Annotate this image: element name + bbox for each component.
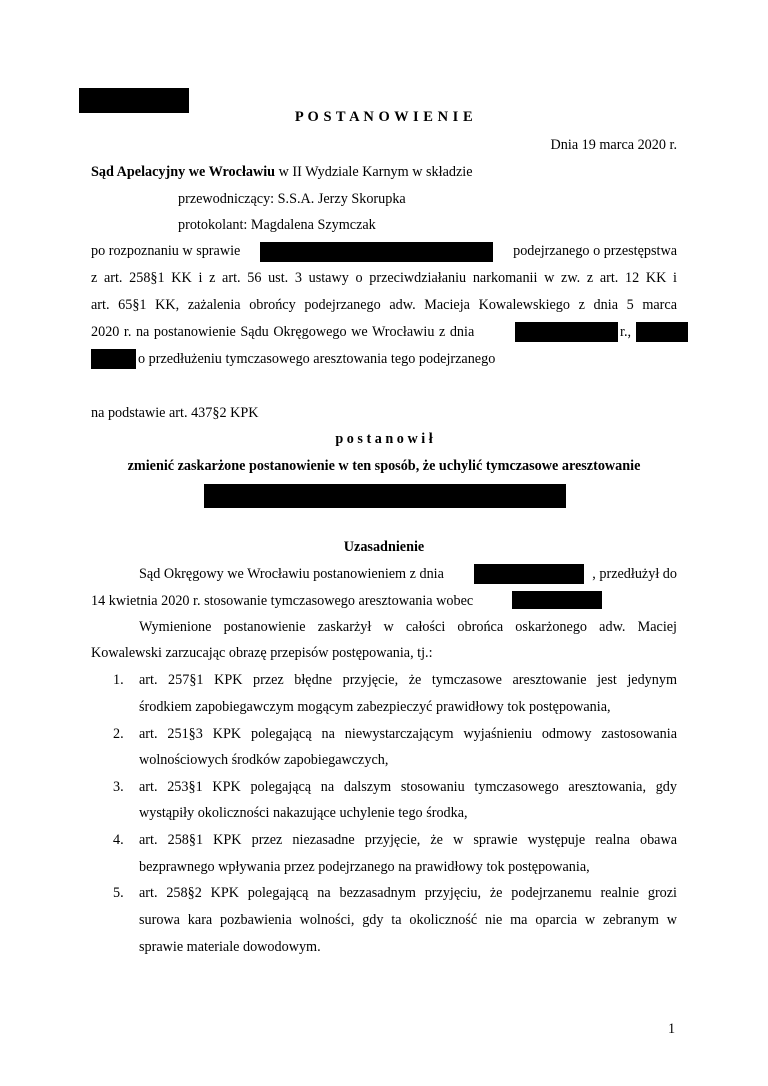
justification-p2a-line	[139, 619, 677, 636]
list-item-line-2: wystąpiły okoliczności nakazujące uchylenie tego środka,	[139, 805, 468, 821]
case-line-2-text: z art. 258§1 KK i z art. 56 ust. 3 ustawy o przeciwdziałaniu narkomanii w zw. z art. 12 KK i	[91, 270, 677, 286]
ruling-text: zmienić zaskarżone postanowienie w ten sposób, że uchylić tymczasowe aresztowanie	[127, 458, 641, 474]
redaction-block	[204, 484, 566, 508]
list-item-line-1	[139, 726, 677, 743]
list-item-line-2	[139, 912, 677, 929]
case-line-4a: 2020 r. na postanowienie Sądu Okręgowego we Wrocławiu z dnia	[91, 324, 475, 340]
case-line-4b: r.,	[620, 324, 632, 340]
list-item-line-1	[139, 779, 677, 796]
list-item-text: art. 253§1 KPK polegającą na dalszym stosowaniu tymczasowego aresztowania, gdy	[139, 779, 677, 795]
page-number: 1	[668, 1021, 676, 1037]
list-item-text: art. 258§2 KPK polegającą na bezzasadnym przyjęciu, że podejrzanemu realnie grozi	[139, 885, 677, 901]
list-item-text: surowa kara pozbawienia wolności, gdy ta okoliczność nie ma oparcia w zebranym w	[139, 912, 677, 928]
list-item-line-2: środkiem zapobiegawczym mogącym zabezpieczyć prawidłowy tok postępowania,	[139, 699, 611, 715]
justification-p1c: 14 kwietnia 2020 r. stosowanie tymczasowego aresztowania wobec	[91, 593, 474, 609]
case-line-3-text: art. 65§1 KK, zażalenia obrońcy podejrzanego adw. Macieja Kowalewskiego z dnia 5 marca	[91, 297, 677, 313]
justification-heading: Uzasadnienie	[343, 539, 425, 555]
list-item-number: 4.	[113, 832, 124, 848]
list-item-line-1	[139, 832, 677, 849]
case-line-5: o przedłużeniu tymczasowego aresztowania tego podejrzanego	[138, 351, 496, 367]
case-line-2	[91, 270, 677, 287]
redaction-block	[636, 322, 688, 342]
document-date: Dnia 19 marca 2020 r.	[550, 137, 677, 153]
justification-p2b: Kowalewski zarzucając obrazę przepisów postępowania, tj.:	[91, 645, 433, 661]
court-name: Sąd Apelacyjny we Wrocławiu	[91, 164, 276, 180]
list-item-number: 3.	[113, 779, 124, 795]
case-line-1a: po rozpoznaniu w sprawie	[91, 243, 241, 259]
redaction-block	[91, 349, 136, 369]
court-clerk: protokolant: Magdalena Szymczak	[178, 217, 376, 233]
list-item-number: 2.	[113, 726, 124, 742]
list-item-line-3: sprawie materiale dowodowym.	[139, 939, 321, 955]
list-item-text: art. 257§1 KPK przez błędne przyjęcie, że tymczasowe aresztowanie jest jedynym	[139, 672, 677, 688]
legal-basis: na podstawie art. 437§2 KPK	[91, 405, 259, 421]
justification-p2a: Wymienione postanowienie zaskarżył w całości obrońca oskarżonego adw. Maciej	[139, 619, 677, 635]
redaction-block	[474, 564, 584, 584]
justification-p1b: , przedłużył do	[592, 566, 677, 582]
list-item-text: art. 258§1 KPK przez niezasadne przyjęcie, że w sprawie występuje realna obawa	[139, 832, 677, 848]
document-title: P O S T A N O W I E N I E	[294, 109, 474, 125]
presiding-judge: przewodniczący: S.S.A. Jerzy Skorupka	[178, 191, 406, 207]
justification-p1a: Sąd Okręgowy we Wrocławiu postanowieniem z dnia	[139, 566, 444, 582]
list-item-number: 1.	[113, 672, 124, 688]
list-item-number: 5.	[113, 885, 124, 901]
list-item-line-1	[139, 672, 677, 689]
list-item-line-2: bezprawnego wpływania przez podejrzanego na prawidłowy tok postępowania,	[139, 859, 590, 875]
court-composition: w II Wydziale Karnym w składzie	[275, 164, 473, 180]
ruling-word: p o s t a n o w i ł	[335, 431, 433, 447]
list-item-line-1	[139, 885, 677, 902]
list-item-text: art. 251§3 KPK polegającą na niewystarczającym wyjaśnieniu odmowy zastosowania	[139, 726, 677, 742]
redaction-block	[260, 242, 493, 262]
case-line-1b: podejrzanego o przestępstwa	[513, 243, 677, 259]
list-item-line-2: wolnościowych środków zapobiegawczych,	[139, 752, 389, 768]
redaction-block	[515, 322, 618, 342]
court-line	[91, 164, 473, 181]
case-line-3	[91, 297, 677, 314]
redaction-block	[512, 591, 602, 609]
